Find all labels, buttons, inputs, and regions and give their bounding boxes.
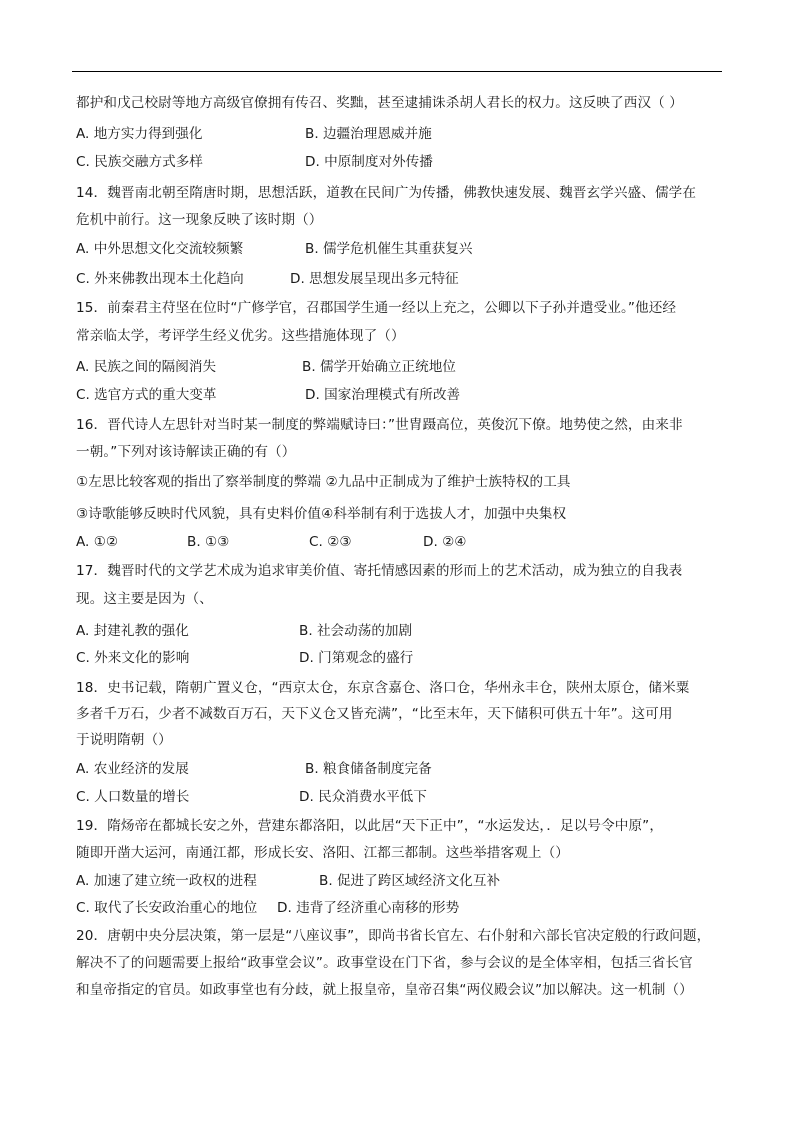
q18-stem-line-2: 多者千万石，少者不减数百万石，天下义仓又皆充满”，“比至末年，天下储积可供五十年”。这可用 [76,706,673,722]
q15-option-d[interactable]: D. 国家治理模式有所改善 [305,387,461,403]
q15-stem-line-2: 常亲临太学，考评学生经义优劣。这些措施体现了（） [76,328,405,344]
q16-option-d[interactable]: D. ②④ [423,534,467,550]
q15-option-b[interactable]: B. 儒学开始确立正统地位 [302,359,456,375]
q16-option-c[interactable]: C. ②③ [309,534,352,550]
q17-option-a[interactable]: A. 封建礼教的强化 [76,623,189,639]
q14-stem-line-2: 危机中前行。这一现象反映了该时期（） [76,212,323,228]
q18-option-c[interactable]: C. 人口数量的增长 [76,789,190,805]
q17-option-d[interactable]: D. 门第观念的盛行 [299,650,414,666]
header-rule [72,71,722,72]
q17-option-c[interactable]: C. 外来文化的影响 [76,650,190,666]
q18-option-a[interactable]: A. 农业经济的发展 [76,761,189,777]
q20-stem-line-3: 和皇帝指定的官员。如政事堂也有分歧，就上报皇帝，皇帝召集“两仪殿会议”加以解决。这一机制（） [76,982,693,998]
q19-option-b[interactable]: B. 促进了跨区域经济文化互补 [319,873,501,889]
q20-stem-line-1: 20．唐朝中央分层决策，第一层是“八座议事”，即尚书省长官左、右仆射和六部长官决定般的行政问题， [76,928,711,944]
q18-stem-line-1: 18．史书记载，隋朝广置义仓，“西京太仓，东京含嘉仓、洛口仓，华州永丰仓，陕州太原仓，储米粟 [76,680,690,696]
q16-stem-line-2: 一朝。”下列对该诗解读正确的有（） [76,444,296,460]
q14-option-a[interactable]: A. 中外思想文化交流较频繁 [76,241,244,257]
q17-stem-line-2: 现。这主要是因为（、 [76,591,213,607]
q16-option-b[interactable]: B. ①③ [187,534,230,550]
q15-option-a[interactable]: A. 民族之间的隔阂消失 [76,359,217,375]
q17-option-b[interactable]: B. 社会动荡的加剧 [299,623,413,639]
q15-option-c[interactable]: C. 选官方式的重大变革 [76,387,217,403]
q13-option-c[interactable]: C. 民族交融方式多样 [76,154,203,170]
q18-stem-line-3: 于说明隋朝（） [76,732,172,748]
q14-option-d[interactable]: D. 思想发展呈现出多元特征 [290,271,459,287]
q16-statement-1-2: ①左思比较客观的指出了察举制度的弊端 ②九品中正制成为了维护士族特权的工具 [76,474,571,490]
q15-stem-line-1: 15．前秦君主苻坚在位时“广修学官，召郡国学生通一经以上充之，公卿以下子孙并遣受业。”他还经 [76,300,677,316]
q13-option-b[interactable]: B. 边疆治理恩威并施 [305,126,432,142]
q13-stem-tail: 都护和戊己校尉等地方高级官僚拥有传召、奖黜，甚至逮捕诛杀胡人君长的权力。这反映了西汉（ ） [76,95,683,111]
q14-stem-line-1: 14．魏晋南北朝至隋唐时期，思想活跃，道教在民间广为传播，佛教快速发展、魏晋玄学兴盛、儒学在 [76,185,697,201]
q13-option-d[interactable]: D. 中原制度对外传播 [305,154,433,170]
q17-stem-line-1: 17．魏晋时代的文学艺术成为追求审美价值、寄托情感因素的形而上的艺术活动，成为独立的自我表 [76,563,683,579]
q16-statement-3-4: ③诗歌能够反映时代风貌，具有史料价值④科举制有利于选拔人才，加强中央集权 [76,506,567,522]
q14-option-c[interactable]: C. 外来佛教出现本土化趋向 [76,271,244,287]
q18-option-b[interactable]: B. 粮食储备制度完备 [305,761,432,777]
q13-option-a[interactable]: A. 地方实力得到强化 [76,126,203,142]
q20-stem-line-2: 解决不了的问题需要上报给“政事堂会议”。政事堂设在门下省，参与会议的是全体宰相，包括三省长官 [76,955,693,971]
q19-option-d[interactable]: D. 违背了经济重心南移的形势 [277,900,460,916]
q19-option-a[interactable]: A. 加速了建立统一政权的进程 [76,873,257,889]
q16-stem-line-1: 16．晋代诗人左思针对当时某一制度的弊端赋诗曰：”世胄蹑高位，英俊沉下僚。地势使之然，由来非 [76,417,683,433]
q14-option-b[interactable]: B. 儒学危机催生其重获复兴 [305,241,473,257]
q18-option-d[interactable]: D. 民众消费水平低下 [299,789,427,805]
q19-stem-line-2: 随即开凿大运河，南通江都，形成长安、洛阳、江都三都制。这些举措客观上（） [76,845,569,861]
q19-stem-line-1: 19．隋炀帝在都城长安之外，营建东都洛阳，以此居“天下正中”，“水运发达，．足以号令中原”， [76,818,664,834]
q19-option-c[interactable]: C. 取代了长安政治重心的地位 [76,900,258,916]
q16-option-a[interactable]: A. ①② [76,534,119,550]
